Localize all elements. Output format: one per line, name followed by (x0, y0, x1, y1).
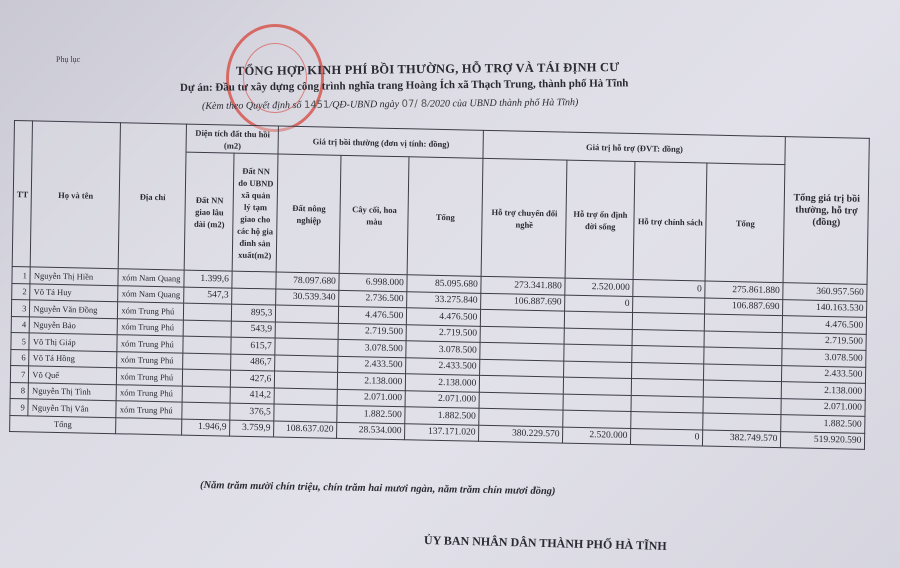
header-land-area-group: Diện tích đất thu hồi (m2) (186, 124, 278, 154)
total-land-long-term: 1.946,9 (182, 419, 230, 437)
row-sup-policy (631, 411, 703, 429)
row-comp-total: 1.882.500 (405, 407, 479, 425)
row-comp-crops: 2.719.500 (338, 323, 406, 341)
row-sup-life (564, 377, 632, 395)
row-address: xóm Trung Phú (117, 368, 183, 386)
row-land-temp: 895,3 (232, 304, 276, 321)
row-sup-total (703, 396, 781, 414)
row-land-temp (232, 288, 276, 305)
row-comp-total: 2.433.500 (406, 357, 480, 375)
row-land-long-term (183, 336, 231, 354)
row-comp-land (275, 322, 338, 340)
row-comp-total: 2.719.500 (406, 324, 480, 342)
row-sup-life: 0 (565, 295, 633, 313)
header-grand-total: Tổng giá trị bồi thường, hỗ trợ (đồng) (783, 137, 869, 285)
row-comp-total: 33.275.840 (407, 291, 481, 309)
total-comp-total: 137.171.020 (405, 423, 479, 441)
row-address: xóm Trung Phú (117, 318, 183, 336)
row-comp-crops: 2.433.500 (338, 356, 406, 374)
header-support-group: Giá trị hỗ trợ (ĐVT: đồng) (483, 130, 785, 164)
row-comp-total: 2.071.000 (405, 390, 479, 408)
compensation-table (9, 120, 870, 450)
document-title: TỔNG HỢP KINH PHÍ BỒI THƯỜNG, HỖ TRỢ VÀ TÁI ĐỊNH CƯ (235, 59, 620, 78)
row-tt: 5 (11, 332, 30, 349)
row-sup-total: 275.861.880 (705, 281, 783, 299)
row-comp-land (274, 388, 337, 406)
row-sup-policy: 0 (633, 280, 705, 298)
total-land-temp: 3.759,9 (230, 420, 274, 437)
row-land-long-term (184, 303, 232, 321)
decision-number: 1451 (303, 99, 330, 111)
row-name: Nguyễn Bảo (30, 316, 118, 334)
row-comp-crops: 2.736.500 (339, 290, 407, 308)
row-land-temp: 615,7 (231, 337, 275, 354)
row-land-temp: 486,7 (231, 354, 275, 371)
amount-in-words: (Năm trăm mười chín triệu, chín trăm hai mươi ngàn, năm trăm chín mươi đồng) (199, 480, 556, 498)
row-land-long-term: 547,3 (184, 287, 232, 305)
total-label: Tổng (10, 415, 117, 434)
row-sup-career (479, 408, 563, 426)
header-land-temp: Đất NN do UBND xã quản lý tạm giao cho các hộ gia đình sản xuất(m2) (232, 153, 278, 272)
row-sup-policy (632, 362, 704, 380)
row-address: xóm Trung Phú (118, 302, 184, 320)
row-comp-crops: 3.078.500 (338, 339, 406, 357)
row-land-long-term (182, 402, 230, 420)
row-tt: 4 (11, 316, 30, 333)
total-comp-land: 108.637.020 (274, 421, 337, 439)
row-sup-life (564, 328, 632, 346)
row-name: Nguyễn Thị Vân (28, 399, 116, 417)
total-grand-total: 519.920.590 (781, 431, 865, 449)
header-address: Địa chỉ (119, 123, 187, 270)
row-grand-total: 2.071.000 (781, 398, 865, 416)
row-sup-career (480, 326, 564, 344)
row-grand-total: 2.433.500 (782, 365, 866, 383)
row-sup-policy (633, 313, 705, 331)
row-sup-career (480, 359, 564, 377)
row-land-long-term: 1.399,6 (184, 270, 232, 288)
header-tt: TT (12, 121, 33, 267)
row-tt: 1 (12, 266, 31, 283)
row-grand-total: 1.882.500 (781, 415, 865, 433)
header-land-long-term: Đất NN giao lâu dài (m2) (185, 152, 235, 271)
row-sup-policy (631, 395, 703, 413)
row-tt: 2 (12, 283, 31, 300)
total-sup-total: 382.749.570 (703, 429, 781, 447)
row-sup-life (564, 361, 632, 379)
row-comp-land (275, 338, 338, 356)
row-comp-crops: 4.476.500 (339, 306, 407, 324)
row-land-temp: 414,2 (230, 387, 274, 404)
row-sup-total (704, 347, 782, 365)
row-sup-policy (632, 345, 704, 363)
project-line: Dự án: Đầu tư xây dựng công trình nghĩa trang Hoàng Ích xã Thạch Trung, thành phố Hà Tĩnh (179, 77, 629, 94)
row-address: xóm Trung Phú (116, 401, 182, 419)
row-name: Võ Tá Hồng (29, 349, 117, 367)
row-land-long-term (183, 320, 231, 338)
row-sup-career (480, 342, 564, 360)
row-name: Võ Tá Huy (30, 283, 118, 301)
header-sup-total: Tổng (705, 163, 785, 283)
row-comp-crops: 2.138.000 (338, 372, 406, 390)
row-grand-total: 140.163.530 (783, 299, 867, 317)
row-sup-total: 106.887.690 (705, 298, 783, 316)
row-address: xóm Trung Phú (116, 384, 182, 402)
total-address-empty (116, 417, 182, 435)
row-sup-policy (633, 296, 705, 314)
total-comp-crops: 28.534.000 (337, 422, 405, 440)
header-sup-policy: Hỗ trợ chính sách (633, 162, 707, 281)
row-name: Võ Quế (29, 366, 117, 384)
row-land-temp: 427,6 (231, 370, 275, 387)
row-tt: 8 (10, 382, 29, 399)
row-comp-total: 85.095.680 (407, 275, 481, 293)
row-comp-crops: 1.882.500 (337, 405, 405, 423)
row-address: xóm Trung Phú (117, 335, 183, 353)
row-land-long-term (183, 353, 231, 371)
row-sup-career (479, 392, 563, 410)
row-sup-career (481, 309, 565, 327)
row-comp-land (276, 305, 339, 323)
row-grand-total: 2.138.000 (782, 382, 866, 400)
row-address: xóm Trung Phú (117, 351, 183, 369)
row-grand-total: 3.078.500 (782, 349, 866, 367)
row-comp-land (274, 404, 337, 422)
row-comp-crops: 6.998.000 (339, 273, 407, 291)
row-grand-total: 360.957.560 (783, 283, 867, 301)
row-sup-policy (632, 378, 704, 396)
row-name: Nguyễn Thị Tình (28, 382, 116, 400)
row-land-long-term (182, 386, 230, 404)
header-comp-total: Tổng (407, 157, 483, 277)
row-sup-policy (632, 329, 704, 347)
row-comp-total: 3.078.500 (406, 341, 480, 359)
row-comp-total: 4.476.500 (407, 308, 481, 326)
header-sup-life: Hỗ trợ ổn định đời sống (565, 160, 635, 279)
issuing-authority: ỦY BAN NHÂN DÂN THÀNH PHỐ HÀ TĨNH (423, 533, 667, 553)
row-sup-life (565, 311, 633, 329)
header-name: Họ và tên (31, 121, 121, 269)
header-sup-career: Hỗ trợ chuyển đổi nghề (481, 158, 567, 278)
row-address: xóm Nam Quang (118, 269, 184, 287)
row-land-temp (232, 271, 276, 288)
row-tt: 9 (10, 398, 29, 415)
row-sup-career (480, 375, 564, 393)
total-sup-policy: 0 (631, 428, 703, 446)
header-comp-land: Đất nông nghiệp (276, 154, 341, 273)
row-comp-land: 78.097.680 (276, 272, 339, 290)
row-name: Nguyễn Văn Đồng (30, 300, 118, 318)
row-comp-crops: 2.071.000 (337, 389, 405, 407)
row-sup-life (563, 410, 631, 428)
row-sup-total (704, 364, 782, 382)
attachment-suffix: /2020 của UBND thành phố Hà Tĩnh) (427, 97, 579, 110)
row-sup-career: 106.887.690 (481, 293, 565, 311)
attachment-prefix: (Kèm theo Quyết định số (201, 99, 304, 112)
row-sup-total (704, 331, 782, 349)
row-land-temp: 543,9 (231, 321, 275, 338)
row-comp-land: 30.539.340 (276, 289, 339, 307)
total-sup-career: 380.229.570 (479, 425, 563, 443)
row-sup-life (563, 394, 631, 412)
row-sup-total (705, 314, 783, 332)
row-tt: 6 (11, 349, 30, 366)
row-comp-land (275, 355, 338, 373)
row-sup-life: 2.520.000 (565, 278, 633, 296)
appendix-label: Phụ lục (56, 55, 81, 64)
row-land-long-term (183, 369, 231, 387)
row-sup-total (703, 413, 781, 431)
row-tt: 3 (11, 299, 30, 316)
row-comp-total: 2.138.000 (406, 374, 480, 392)
decision-date: 07/ 8 (401, 98, 428, 110)
total-sup-life: 2.520.000 (563, 427, 631, 445)
row-name: Nguyễn Thị Hiền (30, 267, 118, 285)
row-sup-total (704, 380, 782, 398)
row-name: Võ Thị Giáp (29, 333, 117, 351)
row-sup-career: 273.341.880 (481, 276, 565, 294)
row-grand-total: 4.476.500 (783, 316, 867, 334)
row-grand-total: 2.719.500 (782, 332, 866, 350)
attachment-middle: /QĐ-UBND ngày (329, 98, 402, 111)
table-body (10, 266, 868, 449)
header-comp-crops: Cây cối, hoa màu (339, 155, 409, 274)
row-comp-land (275, 371, 338, 389)
row-land-temp: 376,5 (230, 403, 274, 420)
header-compensation-group: Giá trị bồi thường (đơn vị tính: đồng) (278, 126, 483, 158)
row-sup-life (564, 344, 632, 362)
row-address: xóm Nam Quang (118, 285, 184, 303)
row-tt: 7 (10, 365, 29, 382)
